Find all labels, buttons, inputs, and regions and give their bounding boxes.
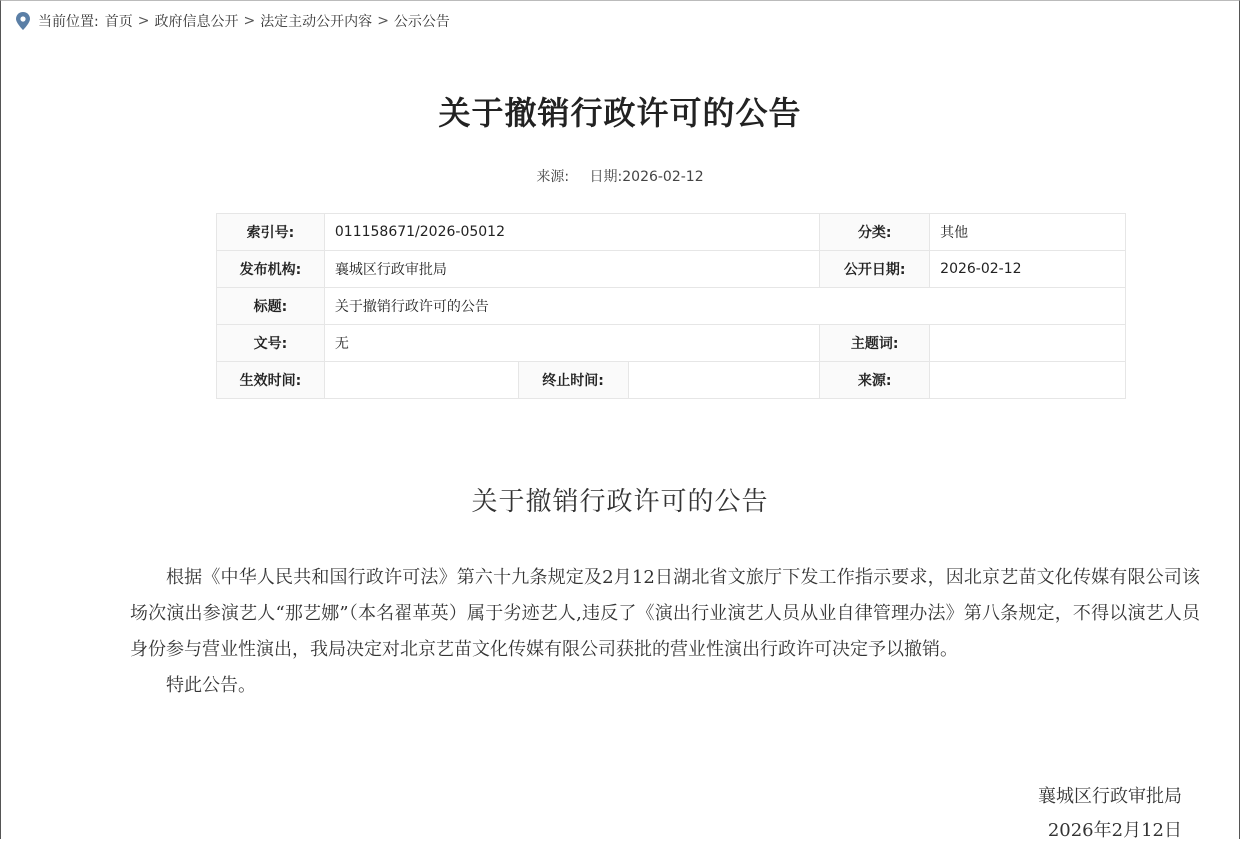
table-row (217, 362, 1126, 399)
signature-block (1038, 780, 1182, 848)
publish-date-value: 2026-02-12 (930, 251, 1126, 288)
index-label: 索引号: (217, 214, 325, 251)
breadcrumb-announcements[interactable]: 公示公告 (393, 14, 450, 30)
signature-organization: 襄城区行政审批局 (1038, 786, 1182, 807)
date-field (590, 169, 704, 185)
location-pin-icon (16, 12, 30, 30)
date-value: 2026-02-12 (622, 169, 704, 185)
breadcrumb-gov-info[interactable]: 政府信息公开 (154, 14, 239, 30)
breadcrumb-separator: > (377, 13, 389, 29)
category-value: 其他 (930, 214, 1126, 251)
effective-label: 生效时间: (217, 362, 325, 399)
breadcrumb-prefix: 当前位置: (38, 14, 99, 30)
table-source-value (930, 362, 1126, 399)
keywords-label: 主题词: (820, 325, 930, 362)
table-row (217, 251, 1126, 288)
table-row (217, 325, 1126, 362)
body-paragraph: 特此公告。 (166, 675, 256, 696)
effective-value (324, 362, 518, 399)
breadcrumb-statutory[interactable]: 法定主动公开内容 (260, 14, 373, 30)
end-time-label: 终止时间: (518, 362, 628, 399)
source-label: 来源: (536, 169, 570, 185)
breadcrumb-home[interactable]: 首页 (104, 14, 133, 30)
info-table (216, 213, 1126, 399)
document-title: 关于撤销行政许可的公告 (471, 487, 769, 517)
breadcrumb-separator: > (137, 13, 150, 29)
category-label: 分类: (820, 214, 930, 251)
publish-date-label: 公开日期: (820, 251, 930, 288)
doc-no-label: 文号: (217, 325, 325, 362)
table-row (217, 214, 1126, 251)
subject-label: 标题: (217, 288, 325, 325)
page-title: 关于撤销行政许可的公告 (438, 94, 802, 132)
date-label: 日期: (589, 169, 623, 185)
signature-date: 2026年2月12日 (1047, 820, 1182, 841)
subject-value: 关于撤销行政许可的公告 (324, 288, 1125, 325)
keywords-value (930, 325, 1126, 362)
end-time-value (628, 362, 820, 399)
publisher-label: 发布机构: (217, 251, 325, 288)
index-value: 011158671/2026-05012 (324, 214, 819, 251)
page-meta (0, 166, 1240, 186)
breadcrumb-separator: > (243, 13, 256, 29)
doc-no-value: 无 (324, 325, 819, 362)
document-body (130, 560, 1200, 704)
table-row (217, 288, 1126, 325)
publisher-value: 襄城区行政审批局 (324, 251, 819, 288)
table-source-label: 来源: (820, 362, 930, 399)
body-paragraph: 根据《中华人民共和国行政许可法》第六十九条规定及2月12日湖北省文旅厅下发工作指示要求，因北京艺苗文化传媒有限公司该场次演出参演艺人“那艺娜”（本名翟革英）属于劣迹艺人,违反了《演出行业演艺人员从业自律管理办法》第八条规定，不得以演艺人员身份参与营业性演出，我局决定对北京艺苗文化传媒有限公司获批的营业性演出行政许可决定予以撤销。 (130, 567, 1200, 660)
breadcrumb (16, 10, 450, 32)
